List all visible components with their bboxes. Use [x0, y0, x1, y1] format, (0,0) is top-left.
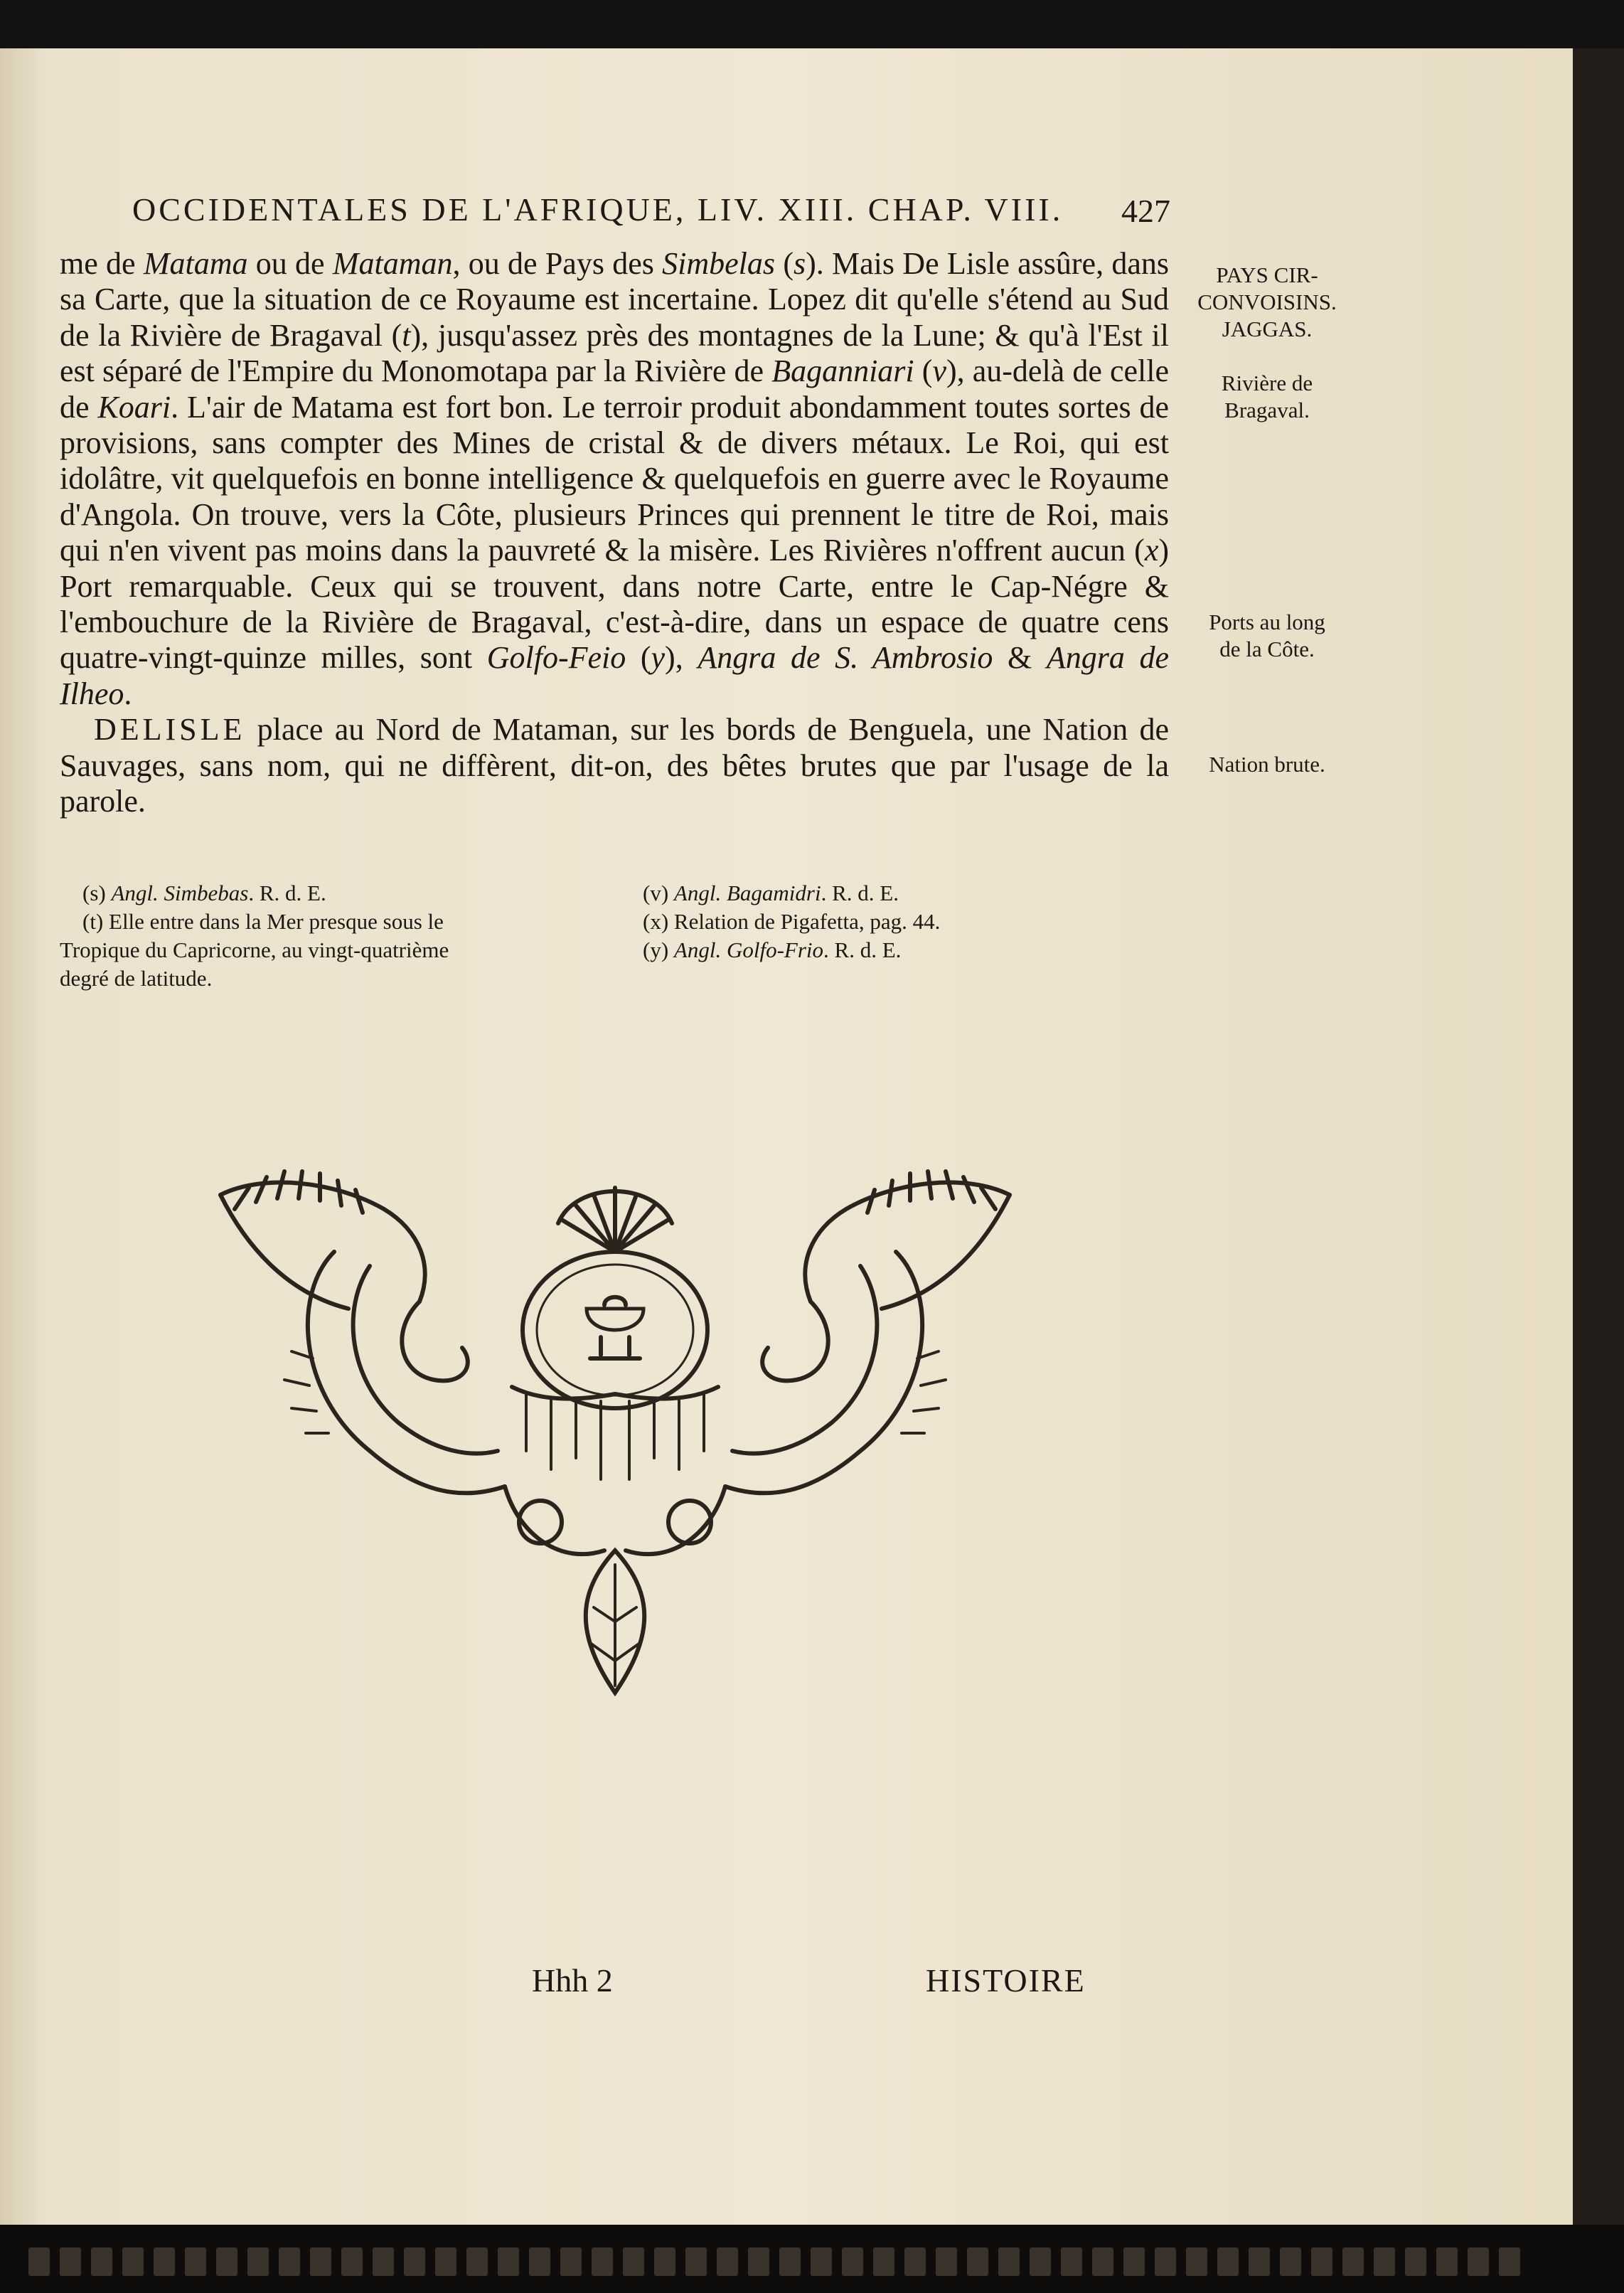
italic-run: Mataman [332, 246, 453, 281]
footnote-y: (y) Angl. Golfo-Frio. R. d. E. [643, 937, 902, 962]
running-title: OCCIDENTALES DE L'AFRIQUE, LIV. XIII. CHAP. VIII. [132, 191, 1064, 228]
italic-run: Baganniari [771, 353, 914, 389]
catchword: HISTOIRE [926, 1962, 1086, 1999]
small-caps-run: DELISLE [94, 712, 246, 748]
italic-run: Angl. Simbebas [111, 881, 249, 905]
italic-run: Matama [143, 246, 248, 281]
italic-run: v [932, 353, 946, 389]
italic-run: Angra de Ilheo [60, 640, 1170, 711]
italic-run: s [793, 246, 806, 281]
footnote-v: (v) Angl. Bagamidri. R. d. E. [643, 881, 899, 905]
footnote-t-line2: Tropique du Capricorne, au vingt-quatrième [60, 937, 449, 962]
paragraph-2: DELISLE place au Nord de Mataman, sur les bords de Benguela, une Nation de Sauvages, sans nom, qui ne diffèrent, dit-on, des bêtes brutes que par l'usage de la parole. [60, 712, 1169, 819]
film-sprocket-holes [28, 2247, 1593, 2276]
italic-run: Angl. Bagamidri [673, 881, 821, 905]
paragraph-1: me de Matama ou de Mataman, ou de Pays des Simbelas (s). Mais De Lisle assûre, dans sa Carte, que la situation de ce Royaume est incertaine. Lopez dit qu'elle s'étend au Sud de la Rivière de Bragaval (t), jusqu'assez près des montagnes de la Lune; & qu'à l'Est il est séparé de l'Empire du Monomotapa par la Rivière de Baganniari (v), au-delà de celle de Koari. L'air de Matama est fort bon. Le terroir produit abondamment toutes sortes de provisions, sans compter des Mines de cristal & de divers métaux. Le Roi, qui est idolâtre, vit quelquefois en bonne intelligence & quelquefois en guerre avec le Royaume d'Angola. On trouve, vers la Côte, plusieurs Princes qui prennent le titre de Roi, mais qui n'en vivent pas moins dans la pauvreté & la misère. Les Rivières n'offrent aucun (x) Port remarquable. Ceux qui se trouvent, dans notre Carte, entre le Cap-Négre & l'embouchure de la Rivière de Bragaval, c'est-à-dire, dans un espace de quatre cens quatre-vingt-quinze milles, sont Golfo-Feio (y), Angra de S. Ambrosio & Angra de Ilheo. [60, 246, 1170, 711]
book-spine [1573, 48, 1624, 2225]
footnote-s: (s) Angl. Simbebas. R. d. E. [82, 881, 326, 905]
italic-run: y [651, 640, 666, 676]
rococo-urn-ornament-icon [206, 1166, 1024, 1707]
italic-run: t [402, 317, 411, 353]
footnote-x: (x) Relation de Pigafetta, pag. 44. [643, 909, 941, 934]
running-header [132, 191, 1170, 233]
italic-run: Koari [97, 389, 171, 425]
italic-run: Angra de S. Ambrosio [698, 640, 993, 676]
footnote-t-line3: degré de latitude. [60, 966, 213, 991]
italic-run: x [1144, 533, 1159, 568]
main-text [60, 246, 1169, 820]
italic-run: Golfo-Feio [486, 640, 626, 676]
margin-note-pays: PAYS CIR- CONVOISINS. JAGGAS. [1197, 262, 1337, 341]
page-number: 427 [1121, 193, 1170, 229]
italic-run: Angl. Golfo-Frio [673, 937, 824, 962]
italic-run: Simbelas [662, 246, 776, 281]
footnotes-right-column [643, 879, 1112, 964]
signature-mark: Hhh 2 [532, 1962, 613, 1999]
footnotes-left-column [60, 879, 614, 993]
margin-note-ports: Ports au long de la Côte. [1209, 610, 1325, 661]
margin-note-riviere: Rivière de Bragaval. [1221, 371, 1313, 422]
footnote-t-line1: (t) Elle entre dans la Mer presque sous le [82, 909, 444, 934]
margin-note-nation: Nation brute. [1209, 752, 1325, 777]
